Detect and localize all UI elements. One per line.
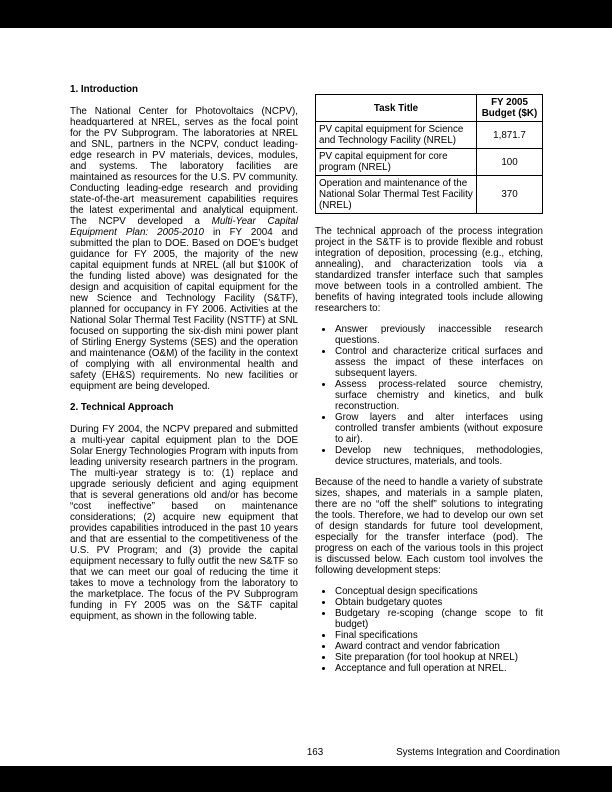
page-footer [70,747,560,759]
design-standards-paragraph: Because of the need to handle a variety of substrate sizes, shapes, and materials in a sample platen, there are no “off the shelf” solutions to integrating the tools. Therefore, we had to develop our own set of design standards for future tool development, especially for the transfer interface (pod). The progress on each of the various tools in this project is discussed below. Each custom tool involves the following development steps: [315,477,543,576]
bullet-item: • Answer previously inaccessible research questions. [334,324,543,346]
benefits-bullet-list [315,324,543,467]
bullet-item: • Acceptance and full operation at NREL. [334,663,543,674]
process-integration-paragraph: The technical approach of the process integration project in the S&TF is to provide flexible and robust integration of deposition, processing (e.g., etching, annealing), and characterization tools via a standardized transfer interface such that samples move between tools in a controlled ambient. The benefits of having integrated tools include allowing researchers to: [315,226,543,314]
bullet-item: • Obtain budgetary quotes [334,597,543,608]
footer-section-title: Systems Integration and Coordination [396,747,560,758]
left-column [70,84,298,684]
budget-table-header-row [316,95,543,122]
bullet-item: • Control and characterize critical surfaces and assess the impact of these interfaces on subsequent layers. [334,346,543,379]
task-title-cell: Operation and maintenance of the National Solar Thermal Test Facility (NREL) [316,176,477,214]
budget-table-body [316,122,543,214]
budget-value-cell: 1,871.7 [477,122,543,149]
budget-value-cell: 100 [477,149,543,176]
bullet-item: • Grow layers and alter interfaces using controlled transfer ambients (without exposure to air). [334,412,543,445]
bullet-item: • Conceptual design specifications [334,586,543,597]
budget-table-row [316,149,543,176]
page-content [70,84,543,684]
section-heading-technical-approach: 2. Technical Approach [70,402,174,413]
budget-table-row [316,122,543,149]
task-title-cell: PV capital equipment for core program (NREL) [316,149,477,176]
introduction-paragraph [70,106,298,392]
bottom-black-bar [0,766,612,792]
budget-table [315,94,543,214]
task-title-cell: PV capital equipment for Science and Technology Facility (NREL) [316,122,477,149]
table-header-task-title: Task Title [316,95,477,122]
top-black-bar [0,0,612,28]
bullet-item: • Award contract and vendor fabrication [334,641,543,652]
bullet-item: • Develop new techniques, methodologies, device structures, materials, and tools. [334,445,543,467]
bullet-item: • Assess process-related source chemistry, surface chemistry and kinetics, and bulk reconstruction. [334,379,543,412]
section-heading-introduction: 1. Introduction [70,84,139,95]
plan-title-italic: Multi-Year Capital Equipment Plan: 2005-2010 [70,216,298,238]
introduction-text-post: in FY 2004 and submitted the plan to DOE. Based on DOE’s budget guidance for FY 2005, the majority of the new capital equipment funds at NREL (all but $100K of the funding listed above) was designated for the design and acquisition of capital equipment for the new Science and Technology Facility (S&TF), planned for occupancy in FY 2006. Activities at the National Solar Thermal Test Facility (NSTTF) at SNL focused on supporting the six-dish mini power plant of Stirling Energy Systems (SES) and the operation and maintenance (O&M) of the facility in the context of complying with all environmental health and safety (EH&S) requirements. No new facilities or equipment are being developed. [70,227,298,392]
page-number: 163 [306,747,324,758]
development-steps-bullet-list [315,586,543,674]
technical-approach-paragraph: During FY 2004, the NCPV prepared and submitted a multi-year capital equipment plan to the DOE Solar Energy Technologies Program with inputs from leading university research partners in the program. The multi-year strategy is to: (1) replace and upgrade seriously deficient and aging equipment that is several generations old and/or has become “cost ineffective” based on maintenance considerations; (2) acquire new equipment that provides capabilities introduced in the past 10 years and that are essential to the competitiveness of the U.S. PV Program; and (3) provide the capital equipment necessary to fully outfit the new S&TF so that we can meet our goal of reducing the time it takes to move a technology from the laboratory to the marketplace. The focus of the PV Subprogram funding in FY 2005 was on the S&TF capital equipment, as shown in the following table. [70,424,298,622]
budget-table-head [316,95,543,122]
right-column [315,84,543,684]
bullet-item: • Budgetary re-scoping (change scope to fit budget) [334,608,543,630]
bullet-item: • Final specifications [334,630,543,641]
budget-value-cell: 370 [477,176,543,214]
table-header-fy2005-budget: FY 2005 Budget ($K) [477,95,543,122]
bullet-item: • Site preparation (for tool hookup at NREL) [334,652,543,663]
introduction-text-pre: The National Center for Photovoltaics (NCPV), headquartered at NREL, serves as the focal point for the PV Subprogram. The laboratories at NREL and SNL, partners in the NCPV, conduct leading-edge research in PV materials, devices, modules, and systems. The laboratory facilities are maintained as resources for the U.S. PV community. Conducting leading-edge research and providing state-of-the-art measurement capabilities requires the latest experimental and analytical equipment. The NCPV developed a [70,106,298,227]
budget-table-row [316,176,543,214]
